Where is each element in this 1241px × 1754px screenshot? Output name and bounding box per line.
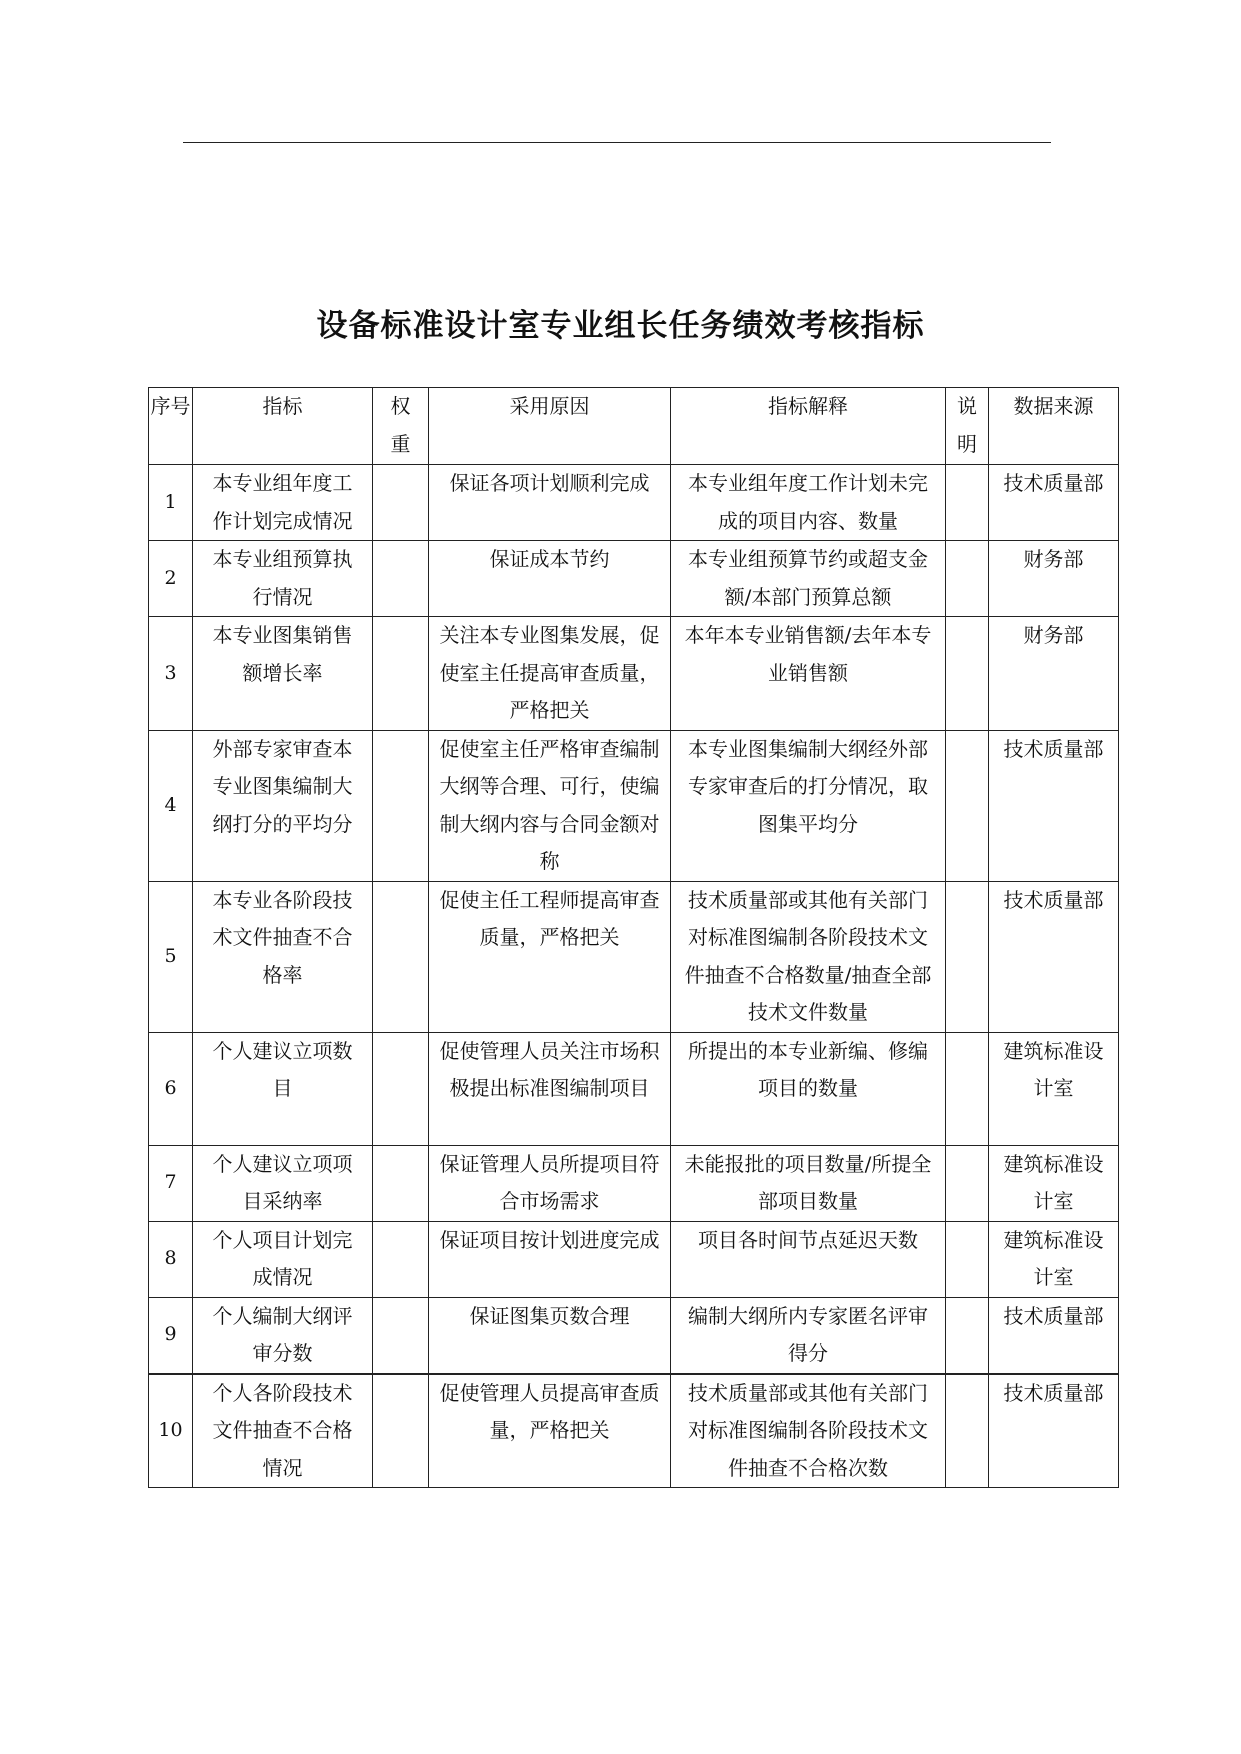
cell-source: 财务部 [989,617,1119,731]
table-row [149,1032,1119,1145]
cell-weight [373,1221,429,1297]
cell-indicator: 个人建议立项项目采纳率 [193,1145,373,1221]
cell-source: 建筑标准设计室 [989,1032,1119,1145]
cell-reason: 保证图集页数合理 [429,1297,671,1374]
cell-indicator: 本专业组预算执行情况 [193,541,373,617]
cell-reason: 保证项目按计划进度完成 [429,1221,671,1297]
cell-seq: 7 [149,1145,193,1221]
cell-indicator: 个人项目计划完成情况 [193,1221,373,1297]
cell-note [946,1032,989,1145]
cell-indicator: 本专业组年度工作计划完成情况 [193,465,373,541]
cell-seq: 9 [149,1297,193,1374]
cell-source: 技术质量部 [989,881,1119,1032]
cell-weight [373,541,429,617]
cell-reason: 促使室主任严格审查编制大纲等合理、可行，使编制大纲内容与合同金额对称 [429,730,671,881]
cell-seq: 3 [149,617,193,731]
cell-weight [373,730,429,881]
cell-explanation: 本专业组预算节约或超支金额/本部门预算总额 [671,541,946,617]
cell-reason: 关注本专业图集发展，促使室主任提高审查质量，严格把关 [429,617,671,731]
table-row [149,730,1119,881]
cell-seq: 10 [149,1374,193,1488]
table-header-row [149,388,1119,465]
cell-note [946,617,989,731]
cell-note [946,1221,989,1297]
header-note: 说明 [946,388,989,465]
cell-source: 技术质量部 [989,730,1119,881]
table-row [149,881,1119,1032]
cell-explanation: 未能报批的项目数量/所提全部项目数量 [671,1145,946,1221]
table-row [149,1221,1119,1297]
cell-explanation: 本专业组年度工作计划未完成的项目内容、数量 [671,465,946,541]
cell-seq: 2 [149,541,193,617]
cell-reason: 保证成本节约 [429,541,671,617]
cell-explanation: 本专业图集编制大纲经外部专家审查后的打分情况，取图集平均分 [671,730,946,881]
cell-note [946,1374,989,1488]
cell-weight [373,1145,429,1221]
cell-reason: 保证各项计划顺利完成 [429,465,671,541]
cell-weight [373,617,429,731]
cell-weight [373,465,429,541]
cell-indicator: 本专业图集销售额增长率 [193,617,373,731]
table-row [149,1145,1119,1221]
kpi-table-body [149,388,1119,1488]
cell-seq: 4 [149,730,193,881]
cell-reason: 保证管理人员所提项目符合市场需求 [429,1145,671,1221]
table-row [149,617,1119,731]
cell-explanation: 技术质量部或其他有关部门对标准图编制各阶段技术文件抽查不合格数量/抽查全部技术文件数量 [671,881,946,1032]
cell-weight [373,1297,429,1374]
cell-indicator: 个人各阶段技术文件抽查不合格情况 [193,1374,373,1488]
cell-weight [373,1374,429,1488]
cell-source: 财务部 [989,541,1119,617]
table-row [149,541,1119,617]
cell-indicator: 个人建议立项数目 [193,1032,373,1145]
cell-source: 建筑标准设计室 [989,1221,1119,1297]
cell-explanation: 所提出的本专业新编、修编项目的数量 [671,1032,946,1145]
cell-weight [373,881,429,1032]
header-reason: 采用原因 [429,388,671,465]
cell-note [946,465,989,541]
cell-note [946,541,989,617]
cell-reason: 促使管理人员关注市场积极提出标准图编制项目 [429,1032,671,1145]
table-row [149,1297,1119,1374]
cell-explanation: 技术质量部或其他有关部门对标准图编制各阶段技术文件抽查不合格次数 [671,1374,946,1488]
cell-seq: 5 [149,881,193,1032]
cell-weight [373,1032,429,1145]
cell-seq: 6 [149,1032,193,1145]
cell-source: 技术质量部 [989,465,1119,541]
cell-note [946,1145,989,1221]
cell-explanation: 编制大纲所内专家匿名评审得分 [671,1297,946,1374]
cell-note [946,730,989,881]
cell-explanation: 本年本专业销售额/去年本专业销售额 [671,617,946,731]
cell-seq: 8 [149,1221,193,1297]
cell-explanation: 项目各时间节点延迟天数 [671,1221,946,1297]
cell-note [946,1297,989,1374]
cell-reason: 促使管理人员提高审查质量，严格把关 [429,1374,671,1488]
cell-seq: 1 [149,465,193,541]
cell-indicator: 个人编制大纲评审分数 [193,1297,373,1374]
header-indicator: 指标 [193,388,373,465]
header-seq: 序号 [149,388,193,465]
cell-source: 技术质量部 [989,1297,1119,1374]
header-explanation: 指标解释 [671,388,946,465]
header-rule [183,142,1051,143]
cell-source: 建筑标准设计室 [989,1145,1119,1221]
cell-indicator: 外部专家审查本专业图集编制大纲打分的平均分 [193,730,373,881]
kpi-table [148,387,1119,1488]
table-row [149,1374,1119,1488]
cell-indicator: 本专业各阶段技术文件抽查不合格率 [193,881,373,1032]
table-row [149,465,1119,541]
cell-source: 技术质量部 [989,1374,1119,1488]
document-title: 设备标准设计室专业组长任务绩效考核指标 [316,308,925,344]
header-source: 数据来源 [989,388,1119,465]
cell-reason: 促使主任工程师提高审查质量，严格把关 [429,881,671,1032]
cell-note [946,881,989,1032]
header-weight: 权重 [373,388,429,465]
